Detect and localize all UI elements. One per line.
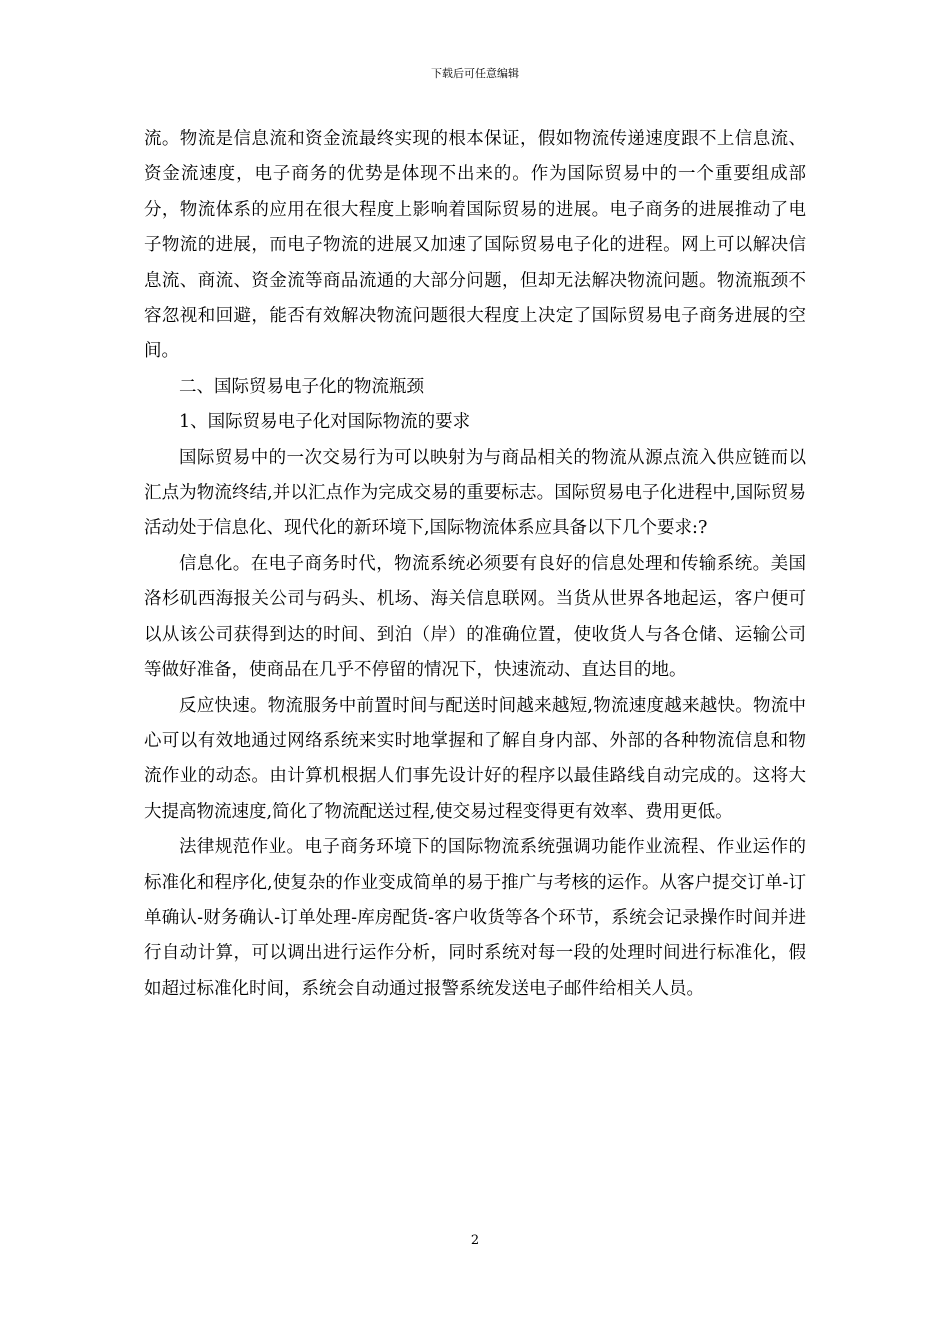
paragraph: 国际贸易中的一次交易行为可以映射为与商品相关的物流从源点流入供应链而以汇点为物流终结,并以汇点作为完成交易的重要标志。国际贸易电子化进程中,国际贸易活动处于信息化、现代化的新环境下,国际物流体系应具备以下几个要求:? — [144, 447, 806, 539]
section-heading: 二、国际贸易电子化的物流瓶颈 — [179, 376, 424, 397]
page-header: 下载后可任意编辑 — [431, 67, 519, 80]
subsection-heading: 1、国际贸易电子化对国际物流的要求 — [179, 412, 471, 433]
paragraph: 反应快速。物流服务中前置时间与配送时间越来越短,物流速度越来越快。物流中心可以有效地通过网络系统来实时地掌握和了解自身内部、外部的各种物流信息和物流作业的动态。由计算机根据人们事先设计好的程序以最佳路线自动完成的。这将大大提高物流速度,简化了物流配送过程,使交易过程变得更有效率、费用更低。 — [144, 695, 806, 822]
paragraph-continuation: 流。物流是信息流和资金流最终实现的根本保证，假如物流传递速度跟不上信息流、资金流速度，电子商务的优势是体现不出来的。作为国际贸易中的一个重要组成部分，物流体系的应用在很大程度上影响着国际贸易的进展。电子商务的进展推动了电子物流的进展，而电子物流的进展又加速了国际贸易电子化的进程。网上可以解决信息流、商流、资金流等商品流通的大部分问题，但却无法解决物流问题。物流瓶颈不容忽视和回避，能否有效解决物流问题很大程度上决定了国际贸易电子商务进展的空间。 — [144, 129, 806, 362]
paragraph: 信息化。在电子商务时代，物流系统必须要有良好的信息处理和传输系统。美国洛杉矶西海报关公司与码头、机场、海关信息联网。当货从世界各地起运，客户便可以从该公司获得到达的时间、到泊（岸）的准确位置，使收货人与各仓储、运输公司等做好准备，使商品在几乎不停留的情况下，快速流动、直达目的地。 — [144, 553, 806, 681]
document-body — [144, 122, 806, 1007]
page-number: 2 — [470, 1233, 480, 1248]
paragraph: 法律规范作业。电子商务环境下的国际物流系统强调功能作业流程、作业运作的标准化和程序化,使复杂的作业变成简单的易于推广与考核的运作。从客户提交订单-订单确认-财务确认-订单处理-库房配货-客户收货等各个环节，系统会记录操作时间并进行自动计算，可以调出进行运作分析，同时系统对每一段的处理时间进行标准化，假如超过标准化时间，系统会自动通过报警系统发送电子邮件给相关人员。 — [144, 837, 806, 999]
